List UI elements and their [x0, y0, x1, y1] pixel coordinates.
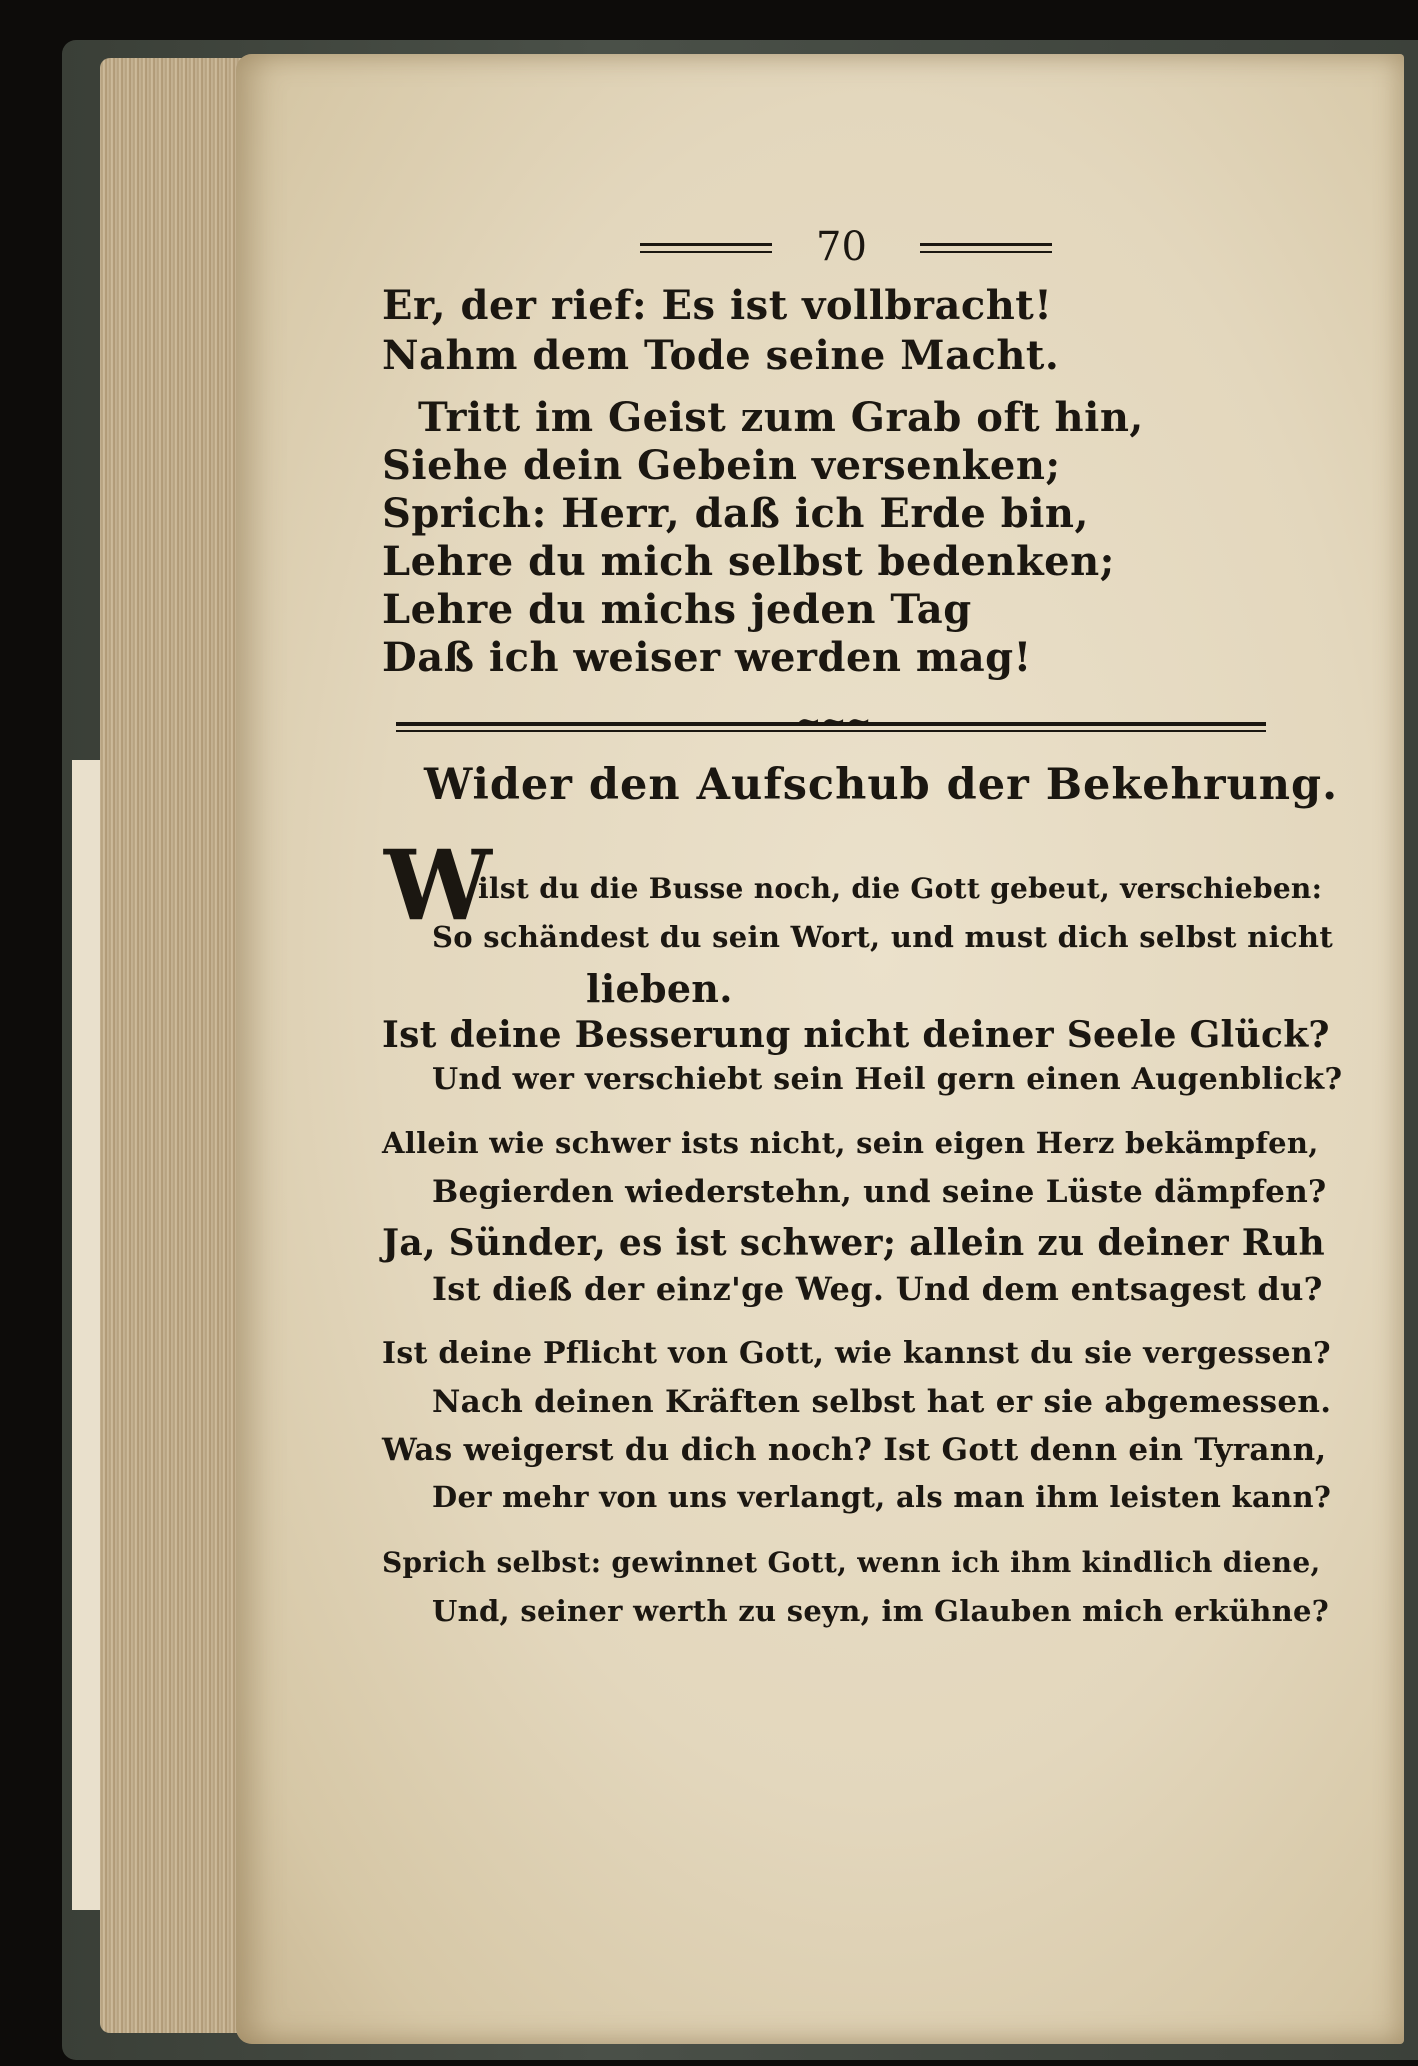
verse-line: Daß ich weiser werden mag!	[382, 634, 1032, 681]
drop-cap: W	[384, 829, 492, 942]
ornament-flourish: ~~~	[796, 704, 872, 739]
verse-line: Nahm dem Tode seine Macht.	[382, 332, 1060, 379]
poem-line: Was weigerst du dich noch? Ist Gott denn ein Tyrann,	[382, 1432, 1327, 1468]
poem-line: Und, seiner werth zu seyn, im Glauben mich erkühne?	[432, 1594, 1330, 1628]
poem-line: Sprich selbst: gewinnet Gott, wenn ich ihm kindlich diene,	[382, 1546, 1321, 1579]
header-rule-left	[640, 243, 772, 253]
poem-title: Wider den Aufschub der Bekehrung.	[424, 760, 1339, 810]
header-rule-right	[920, 243, 1052, 253]
page-number: 70	[816, 224, 867, 270]
poem-line: Ja, Sünder, es ist schwer; allein zu deiner Ruh	[382, 1222, 1325, 1264]
poem-line: Nach deinen Kräften selbst hat er sie abgemessen.	[432, 1384, 1332, 1420]
verse-line: Siehe dein Gebein versenken;	[382, 442, 1061, 489]
verse-line: Sprich: Herr, daß ich Erde bin,	[382, 490, 1089, 537]
poem-line: Begierden wiederstehn, und seine Lüste dämpfen?	[432, 1174, 1327, 1210]
poem-line: lieben.	[586, 966, 733, 1011]
poem-line: Ist deine Besserung nicht deiner Seele Glück?	[382, 1014, 1330, 1056]
poem-line: ilst du die Busse noch, die Gott gebeut, verschieben:	[478, 872, 1323, 905]
poem-line: Der mehr von uns verlangt, als man ihm leisten kann?	[432, 1480, 1332, 1514]
poem-line: Allein wie schwer ists nicht, sein eigen Herz bekämpfen,	[382, 1126, 1319, 1160]
poem-line: Und wer verschiebt sein Heil gern einen Augenblick?	[432, 1062, 1343, 1097]
verse-line: Er, der rief: Es ist vollbracht!	[382, 282, 1053, 329]
poem-line: Ist dieß der einz'ge Weg. Und dem entsagest du?	[432, 1270, 1323, 1308]
poem-line: Ist deine Pflicht von Gott, wie kannst du sie vergessen?	[382, 1336, 1331, 1371]
poem-line: So schändest du sein Wort, und must dich selbst nicht	[432, 920, 1334, 954]
book-page	[236, 54, 1404, 2044]
verse-line: Lehre du michs jeden Tag	[382, 586, 972, 633]
verse-line: Tritt im Geist zum Grab oft hin,	[418, 394, 1144, 441]
verse-line: Lehre du mich selbst bedenken;	[382, 538, 1115, 585]
